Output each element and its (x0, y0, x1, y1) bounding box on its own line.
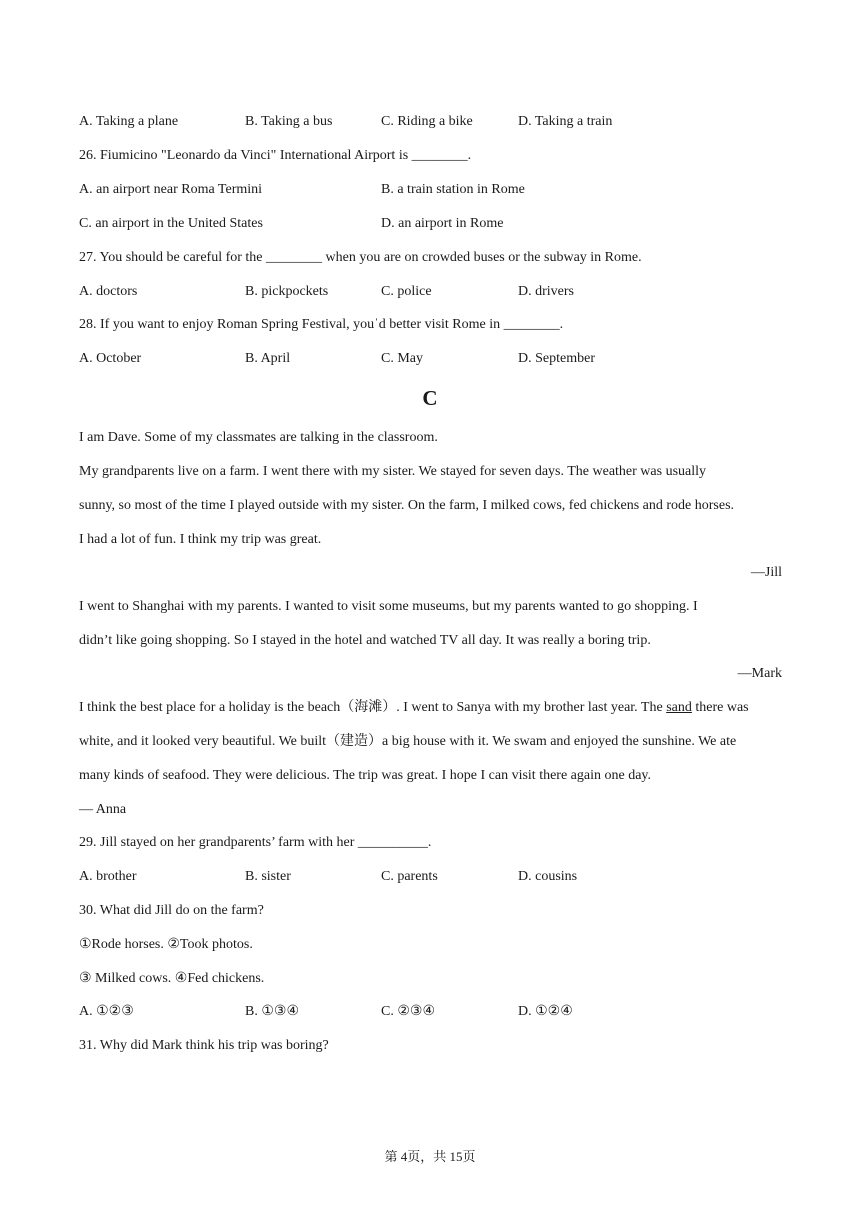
q28-option-d: D. September (518, 351, 595, 366)
anna-line-1-start: I think the best place for a holiday is the beach（海滩）. I went to Sanya with my brother last year. The (79, 700, 667, 715)
q30-options (79, 1003, 799, 1021)
jill-line-1: My grandparents live on a farm. I went there with my sister. We stayed for seven days. The weather was usually (79, 464, 707, 479)
q31-question: 31. Why did Mark think his trip was boring? (79, 1038, 329, 1053)
anna-signature: — Anna (79, 802, 127, 817)
q27-options (79, 283, 799, 301)
q29-option-a: A. brother (79, 869, 137, 884)
jill-signature: —Jill (750, 565, 782, 580)
q25-option-a: A. Taking a plane (79, 114, 179, 129)
q30-items-line-1: ①Rode horses. ②Took photos. (79, 937, 253, 952)
q26-question: 26. Fiumicino "Leonardo da Vinci" International Airport is ________. (79, 148, 472, 163)
q27-option-c: C. police (381, 284, 432, 299)
q26-option-d: D. an airport in Rome (381, 216, 504, 231)
q28-options (79, 350, 799, 368)
q30-option-b: B. ①③④ (245, 1004, 299, 1019)
q27-question: 27. You should be careful for the ________ when you are on crowded buses or the subway in Rome. (79, 250, 642, 265)
q26-option-a: A. an airport near Roma Termini (79, 182, 263, 197)
q26-option-b: B. a train station in Rome (381, 182, 525, 197)
q30-option-c: C. ②③④ (381, 1004, 435, 1019)
q26-option-c: C. an airport in the United States (79, 216, 263, 231)
q29-question: 29. Jill stayed on her grandparents’ farm with her __________. (79, 835, 432, 850)
anna-line-1 (79, 699, 749, 717)
q25-option-b: B. Taking a bus (245, 114, 333, 129)
q25-options (79, 113, 799, 131)
passage-intro: I am Dave. Some of my classmates are talking in the classroom. (79, 430, 438, 445)
q28-question: 28. If you want to enjoy Roman Spring Festival, youˈd better visit Rome in ________. (79, 317, 564, 332)
anna-line-2: white, and it looked very beautiful. We built（建造）a big house with it. We swam and enjoyed the sunshine. We ate (79, 734, 737, 749)
underlined-word-sand: sand (666, 700, 692, 715)
mark-signature: —Mark (737, 666, 782, 681)
jill-line-3: I had a lot of fun. I think my trip was great. (79, 532, 322, 547)
anna-line-3: many kinds of seafood. They were delicious. The trip was great. I hope I can visit there again one day. (79, 768, 652, 783)
q27-option-b: B. pickpockets (245, 284, 329, 299)
q26-options-row1 (79, 181, 799, 199)
q26-options-row2 (79, 215, 799, 233)
mark-line-1: I went to Shanghai with my parents. I wanted to visit some museums, but my parents wanted to go shopping. I (79, 599, 698, 614)
q29-option-c: C. parents (381, 869, 438, 884)
mark-line-2: didn’t like going shopping. So I stayed in the hotel and watched TV all day. It was really a boring trip. (79, 633, 651, 648)
anna-line-1-end: there was (691, 700, 749, 715)
q25-option-d: D. Taking a train (518, 114, 613, 129)
section-heading: C (422, 386, 438, 410)
q30-items-line-2: ③ Milked cows. ④Fed chickens. (79, 971, 265, 986)
q25-option-c: C. Riding a bike (381, 114, 473, 129)
q30-question: 30. What did Jill do on the farm? (79, 903, 264, 918)
q28-option-b: B. April (245, 351, 291, 366)
q28-option-c: C. May (381, 351, 423, 366)
q28-option-a: A. October (79, 351, 142, 366)
q27-option-a: A. doctors (79, 284, 138, 299)
q30-option-d: D. ①②④ (518, 1004, 573, 1019)
q30-option-a: A. ①②③ (79, 1004, 134, 1019)
q29-options (79, 868, 799, 886)
q27-option-d: D. drivers (518, 284, 574, 299)
q29-option-b: B. sister (245, 869, 291, 884)
jill-line-2: sunny, so most of the time I played outside with my sister. On the farm, I milked cows, fed chickens and rode horses. (79, 498, 735, 513)
q29-option-d: D. cousins (518, 869, 578, 884)
page-footer: 第 4页，共 15页 (384, 1149, 476, 1164)
